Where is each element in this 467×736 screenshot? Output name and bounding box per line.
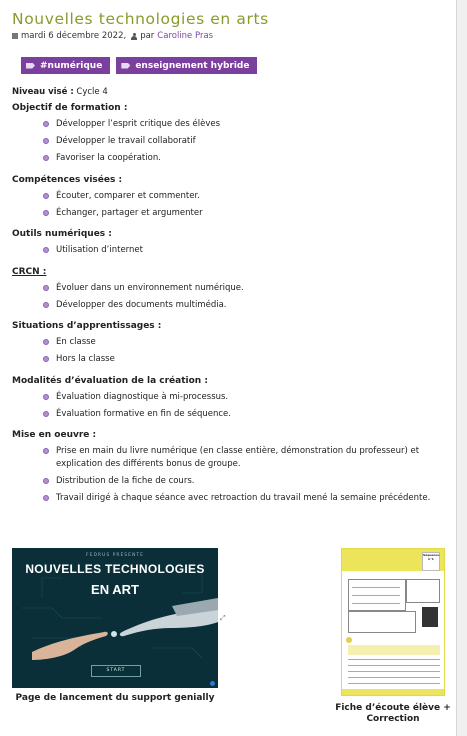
list-item: Développer des documents multimédia.	[43, 299, 452, 312]
list-outils	[12, 244, 452, 257]
calendar-square-icon	[12, 33, 18, 39]
worksheet-line	[348, 671, 440, 672]
section-title-situations: Situations d’apprentissages :	[12, 321, 162, 331]
genially-badge-icon	[210, 681, 215, 686]
tag-icon	[26, 63, 35, 69]
article-date: mardi 6 décembre 2022,	[21, 31, 127, 41]
genially-title-line1: NOUVELLES TECHNOLOGIES	[25, 562, 205, 576]
tag-icon	[121, 63, 130, 69]
list-item: Évoluer dans un environnement numérique.	[43, 282, 452, 295]
list-item: Développer l’esprit critique des élèves	[43, 118, 452, 131]
genially-start-button[interactable]: START	[91, 665, 141, 677]
list-item: Favoriser la coopération.	[43, 152, 452, 165]
worksheet-line	[348, 677, 440, 678]
worksheet-line	[348, 659, 440, 660]
genially-title-line2: EN ART	[91, 582, 139, 597]
list-item: Évaluation diagnostique à mi-processus.	[43, 391, 452, 404]
genially-kicker: FEDRUS PRÉSENTE	[86, 553, 144, 558]
list-item: Échanger, partager et argumenter	[43, 207, 452, 220]
list-item: Évaluation formative en fin de séquence.	[43, 408, 452, 421]
section-title-crcn: CRCN :	[12, 266, 47, 277]
list-crcn	[12, 282, 452, 312]
worksheet-highlight	[348, 645, 440, 655]
worksheet-box	[406, 579, 440, 603]
article-by: par	[140, 31, 155, 41]
level-line	[12, 87, 452, 97]
list-situations	[12, 336, 452, 366]
image-gallery	[12, 548, 452, 728]
tag-label: enseignement hybride	[135, 60, 250, 71]
composer-portrait	[422, 607, 438, 627]
list-item: En classe	[43, 336, 452, 349]
worksheet-line	[348, 665, 440, 666]
worksheet-line	[348, 683, 440, 684]
page-scrollbar[interactable]	[456, 0, 467, 736]
tag-numerique[interactable]	[21, 57, 110, 74]
worksheet-thumbnail[interactable]	[341, 548, 445, 696]
section-title-mise-en-oeuvre: Mise en oeuvre :	[12, 430, 97, 440]
genially-thumbnail[interactable]	[12, 548, 218, 688]
tag-enseignement-hybride[interactable]	[116, 57, 257, 74]
list-item: Distribution de la fiche de cours.	[43, 475, 452, 488]
worksheet-step-icon	[346, 637, 352, 643]
list-objectif	[12, 118, 452, 165]
list-competences	[12, 190, 452, 220]
list-item: Prise en main du livre numérique (en classe entière, démonstration du professeur) et explication des différents bonus de groupe.	[43, 445, 452, 470]
article-body	[12, 87, 452, 504]
list-item: Développer le travail collaboratif	[43, 135, 452, 148]
section-title-objectif: Objectif de formation :	[12, 103, 128, 113]
level-value: Cycle 4	[76, 87, 108, 97]
section-title-outils: Outils numériques :	[12, 229, 112, 239]
tag-list	[21, 57, 452, 74]
worksheet-line	[352, 595, 400, 596]
level-label: Niveau visé :	[12, 87, 74, 97]
worksheet-line	[352, 603, 400, 604]
section-title-competences: Compétences visées :	[12, 174, 123, 185]
article-title: Nouvelles technologies en arts	[12, 10, 269, 28]
article	[12, 8, 452, 514]
article-meta	[12, 31, 452, 41]
section-title-modalites: Modalités d’évaluation de la création :	[12, 375, 208, 386]
worksheet-footer	[342, 689, 444, 695]
genially-caption: Page de lancement du support genially	[15, 693, 215, 703]
worksheet-caption: Fiche d’écoute élève + Correction	[335, 703, 451, 724]
worksheet-box	[348, 611, 416, 633]
list-item: Écouter, comparer et commenter.	[43, 190, 452, 203]
list-item: Hors la classe	[43, 353, 452, 366]
list-modalites	[12, 391, 452, 421]
list-mise-en-oeuvre	[12, 445, 452, 504]
author-link[interactable]: Caroline Pras	[157, 31, 214, 41]
worksheet-line	[352, 587, 400, 588]
user-icon	[131, 33, 137, 40]
tag-label: #numérique	[40, 60, 103, 71]
list-item: Utilisation d’internet	[43, 244, 452, 257]
list-item: Travail dirigé à chaque séance avec retroaction du travail mené la semaine précédente.	[43, 492, 452, 505]
worksheet-sequence-badge: Séquence n°1	[422, 552, 440, 571]
expand-icon[interactable]: ⤢	[220, 614, 226, 622]
